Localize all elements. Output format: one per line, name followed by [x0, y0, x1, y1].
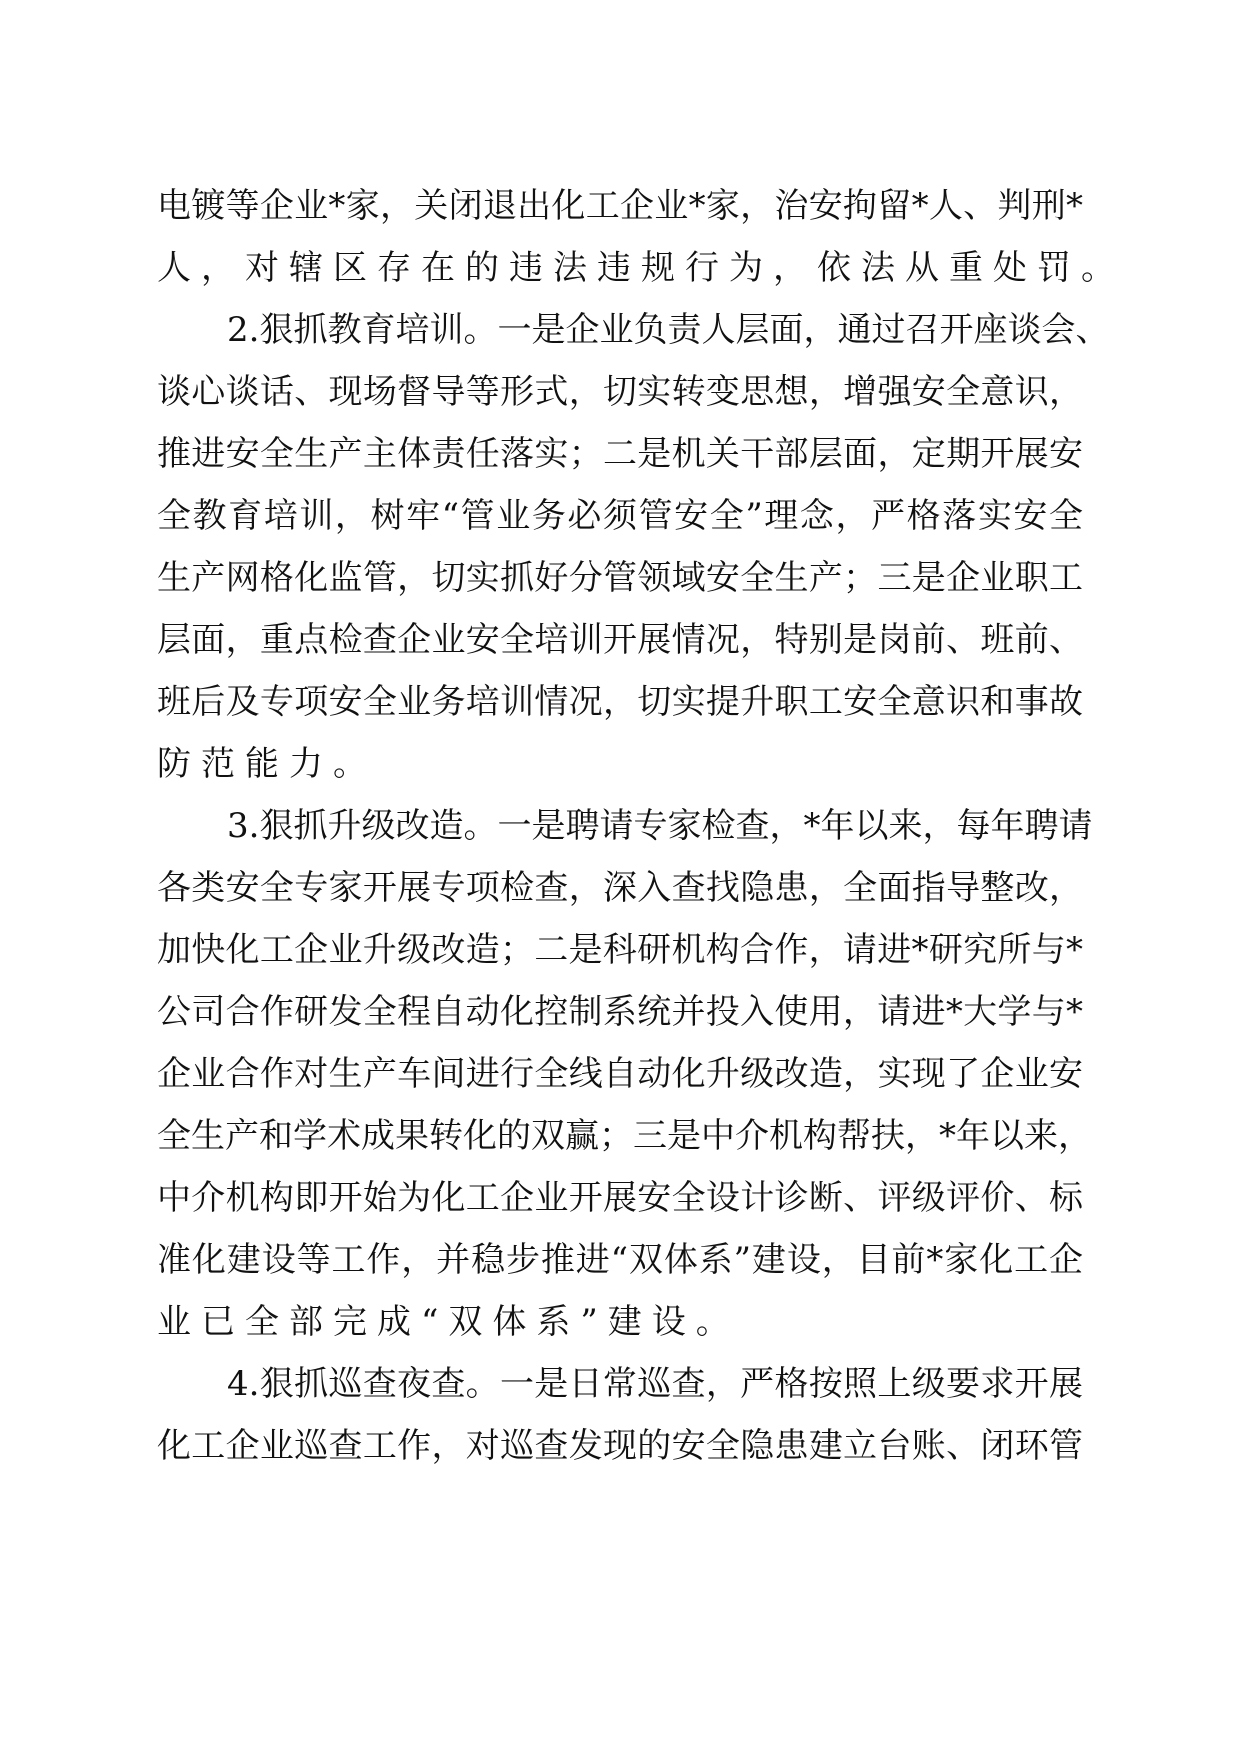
- text-line: 业已全部完成“双体系”建设。: [157, 1302, 740, 1342]
- text-line: 谈心谈话、现场督导等形式，切实转变思想，增强安全意识，: [157, 372, 1083, 412]
- text-line: 化工企业巡查工作，对巡查发现的安全隐患建立台账、闭环管: [157, 1426, 1083, 1466]
- text-line: 3.狠抓升级改造。一是聘请专家检查，*年以来，每年聘请: [227, 806, 1093, 846]
- text-line: 公司合作研发全程自动化控制系统并投入使用，请进*大学与*: [157, 992, 1083, 1032]
- text-line: 各类安全专家开展专项检查，深入查找隐患，全面指导整改，: [157, 868, 1083, 908]
- text-line: 企业合作对生产车间进行全线自动化升级改造，实现了企业安: [157, 1054, 1083, 1094]
- text-line: 班后及专项安全业务培训情况，切实提升职工安全意识和事故: [157, 682, 1083, 722]
- text-line: 4.狠抓巡查夜查。一是日常巡查，严格按照上级要求开展: [227, 1364, 1083, 1404]
- text-line: 推进安全生产主体责任落实；二是机关干部层面，定期开展安: [157, 434, 1083, 474]
- text-line: 中介机构即开始为化工企业开展安全设计诊断、评级评价、标: [157, 1178, 1083, 1218]
- text-line: 2.狠抓教育培训。一是企业负责人层面，通过召开座谈会、: [227, 310, 1110, 350]
- text-line: 人，对辖区存在的违法违规行为，依法从重处罚。: [157, 248, 1125, 288]
- text-line: 电镀等企业*家，关闭退出化工企业*家，治安拘留*人、判刑*: [157, 186, 1083, 226]
- text-line: 防范能力。: [157, 744, 377, 784]
- text-line: 全教育培训，树牢“管业务必须管安全”理念，严格落实安全: [157, 496, 1083, 536]
- text-line: 生产网格化监管，切实抓好分管领域安全生产；三是企业职工: [157, 558, 1083, 598]
- text-line: 层面，重点检查企业安全培训开展情况，特别是岗前、班前、: [157, 620, 1083, 660]
- text-line: 准化建设等工作，并稳步推进“双体系”建设，目前*家化工企: [157, 1240, 1083, 1280]
- text-line: 加快化工企业升级改造；二是科研机构合作，请进*研究所与*: [157, 930, 1083, 970]
- text-line: 全生产和学术成果转化的双赢；三是中介机构帮扶，*年以来，: [157, 1116, 1092, 1156]
